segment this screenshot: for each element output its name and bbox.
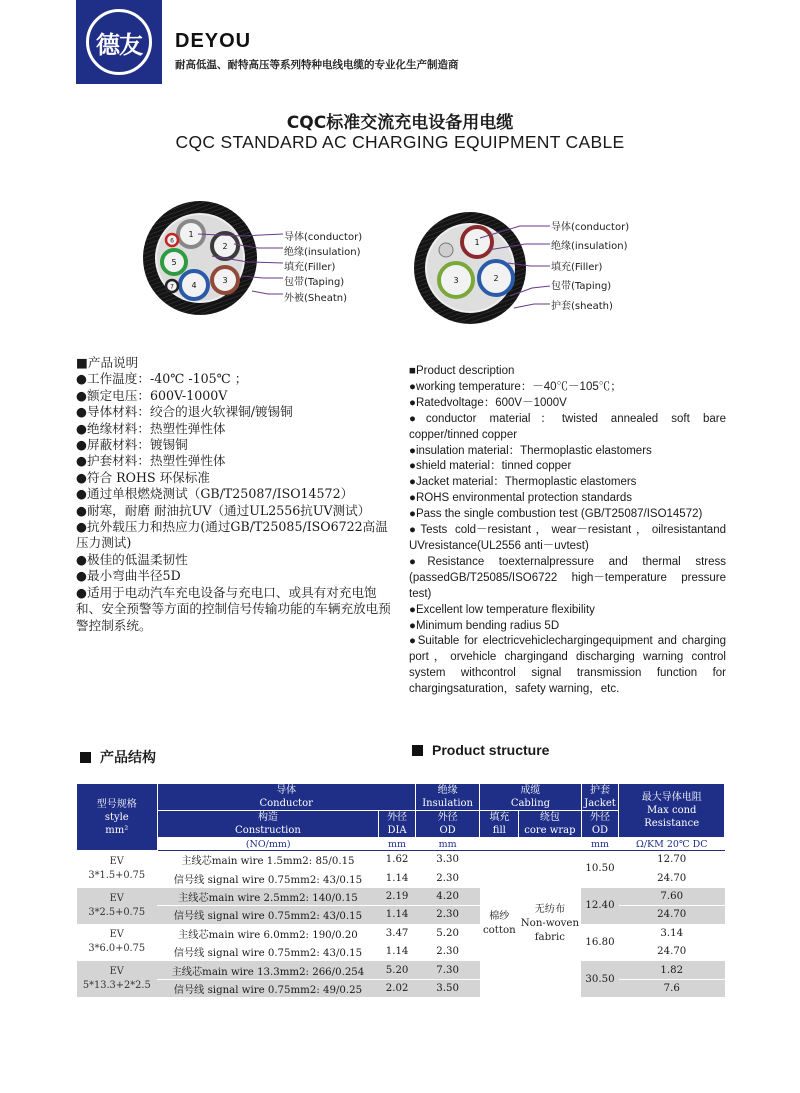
company-slogan: 耐高低温、耐特高压等系列特种电线电缆的专业化生产制造商 (175, 59, 459, 71)
desc-cn-line: ●工作温度：-40℃ -105℃ ； (76, 371, 248, 387)
dia-cell: 1.62 (379, 851, 416, 869)
core-6-left (166, 234, 178, 246)
core-3-left (212, 267, 238, 293)
table-row (77, 851, 725, 869)
header-resistance-cn: 最大导体电阻 (641, 792, 702, 803)
dia-cell: 1.14 (379, 942, 416, 960)
desc-en-line: ●shield material：tinned copper (409, 460, 572, 473)
construction-cell: 主线芯main wire 13.3mm2: 266/0.254 (157, 961, 379, 979)
desc-en-line: ●insulation material：Thermoplastic elastomers (409, 444, 652, 457)
ins-od-cell: 3.30 (415, 851, 480, 869)
label-taping-left: 包带(Taping) (284, 277, 345, 288)
product-description-en (409, 364, 726, 698)
resistance-cell: 1.82 (619, 961, 725, 979)
section-title-cn: 产品结构 (100, 750, 156, 766)
desc-cn-line: ●最小弯曲半径5D (76, 568, 181, 584)
page-title-cn: CQC标准交流充电设备用电缆 (286, 113, 514, 133)
desc-en-line: ■Product description (409, 365, 515, 377)
header-construction (157, 811, 379, 838)
core-5-left (162, 250, 186, 274)
desc-cn-line: ●护套材料：热塑性弹性体 (76, 453, 226, 469)
style-size: 5*13.3+2*2.5 (82, 980, 151, 992)
ins-od-cell: 7.30 (415, 961, 480, 979)
page-title-en: CQC STANDARD AC CHARGING EQUIPMENT CABLE (175, 132, 625, 152)
desc-en-line: ●working temperature：－40℃－105℃； (409, 380, 622, 393)
style-size: 3*6.0+0.75 (88, 943, 146, 955)
header-dia-en: DIA (387, 825, 407, 836)
core-label: 1 (188, 230, 194, 239)
label-conductor-left: 导体(conductor) (284, 232, 363, 243)
fill-cell (480, 851, 519, 998)
label-sheath-right: 护套(sheath) (551, 301, 613, 312)
ins-od-cell: 2.30 (415, 906, 480, 924)
unit-construction: (NO/mm) (157, 838, 379, 851)
style-size: 3*2.5+0.75 (88, 906, 146, 918)
style-cell (77, 961, 158, 998)
desc-en-line: ●ROHS environmental protection standards (409, 492, 632, 505)
desc-en-line: ●Ratedvoltage：600V－1000V (409, 396, 567, 409)
desc-cn-line: ●额定电压：600V-1000V (76, 387, 228, 403)
table-row (77, 906, 725, 924)
core-label: 7 (170, 283, 174, 291)
core-4-left (180, 271, 208, 299)
header-style-unit: mm² (105, 824, 129, 836)
header-insulation (415, 784, 480, 811)
desc-en-line: ●Pass the single combustion test (GB/T25087/ISO14572) (409, 508, 703, 521)
header-wrap-cn: 绕包 (539, 812, 560, 823)
core-label: 3 (453, 276, 459, 285)
wrap-cn: 无纺布 (534, 904, 566, 916)
core-label: 5 (171, 258, 177, 267)
desc-en-line: ●Minimum bending radius 5D (409, 619, 560, 632)
core-label: 4 (191, 281, 197, 290)
header-jacket-od (581, 811, 619, 838)
header-cabling-cn: 成缆 (520, 785, 541, 796)
core-7-left (166, 280, 178, 292)
style-prefix: EV (109, 929, 124, 941)
core-label: 2 (222, 242, 228, 251)
core-1-right (462, 227, 492, 257)
dia-cell: 1.14 (379, 869, 416, 887)
header-conductor (157, 784, 415, 811)
header-resistance-en2: Resistance (644, 818, 700, 829)
core-label: 2 (493, 274, 499, 283)
header-wrap (519, 811, 581, 838)
header-jacket-en: Jacket (584, 798, 616, 809)
core-label: 1 (474, 238, 480, 247)
label-filler-left: 填充(Filler) (284, 262, 336, 273)
header-dia (379, 811, 416, 838)
dia-cell: 3.47 (379, 924, 416, 942)
ins-od-cell: 4.20 (415, 887, 480, 905)
square-bullet-icon (80, 752, 91, 763)
construction-cell: 主线芯main wire 2.5mm2: 140/0.15 (157, 887, 379, 905)
construction-cell: 信号线 signal wire 0.75mm2: 49/0.25 (157, 979, 379, 997)
core-2-right (479, 261, 513, 295)
header-dia-cn: 外径 (387, 812, 408, 823)
construction-cell: 信号线 signal wire 0.75mm2: 43/0.15 (157, 942, 379, 960)
header-insulation-cn: 绝缘 (437, 785, 458, 796)
header-conductor-en: Conductor (259, 798, 313, 809)
desc-en-line: ●Jacket material：Thermoplastic elastomers (409, 476, 637, 489)
desc-cn-line: ■产品说明 (76, 355, 139, 370)
unit-dia: mm (379, 838, 416, 851)
dia-cell: 1.14 (379, 906, 416, 924)
desc-cn-line: ●屏蔽材料：镀锡铜 (76, 437, 188, 453)
desc-en-line: ●Suitable for electricvehiclechargingequipment and charging port，orvehicle chargingand discharging warning control system withcontrol signal transmission function for chargingsaturation，safety warning，etc. (409, 635, 726, 696)
resistance-cell: 24.70 (619, 869, 725, 887)
ins-od-cell: 3.50 (415, 979, 480, 997)
header-construction-cn: 构造 (257, 812, 278, 823)
header-fill-en: fill (492, 825, 506, 836)
cable-cross-section-right (410, 208, 552, 328)
header-style-cn: 型号规格 (96, 798, 137, 810)
style-prefix: EV (109, 966, 124, 978)
header-resistance-en: Max cond (646, 805, 697, 816)
product-description-cn (76, 355, 398, 634)
label-filler-right: 填充(Filler) (551, 262, 603, 273)
jacket-od-cell: 30.50 (581, 961, 619, 998)
ins-od-cell: 2.30 (415, 942, 480, 960)
fill-en: cotton (482, 925, 516, 937)
jacket-od-cell: 12.40 (581, 887, 619, 924)
dia-cell: 2.02 (379, 979, 416, 997)
header-conductor-cn: 导体 (276, 785, 297, 796)
jacket-od-cell: 16.80 (581, 924, 619, 961)
header-fill-cn: 填充 (489, 812, 510, 823)
unit-ins-od: mm (415, 838, 480, 851)
section-heading-en (412, 742, 549, 758)
spec-table (76, 783, 725, 998)
header-fill (480, 811, 519, 838)
header-style-en: style (104, 811, 129, 823)
header-jacket-od-cn: 外径 (589, 812, 610, 823)
dia-cell: 5.20 (379, 961, 416, 979)
unit-wrap-empty (519, 838, 581, 851)
desc-cn-line: ●导体材料：绞合的退火软裸铜/镀锡铜 (76, 404, 293, 420)
desc-cn-line: ●绝缘材料：热塑性弹性体 (76, 420, 226, 436)
square-bullet-icon (412, 745, 423, 756)
desc-en-line: ●Tests cold－resistant，wear－resistant，oilresistantand UVresistance(UL2556 anti－uvtest) (409, 524, 726, 552)
header-ins-od (415, 811, 480, 838)
wrap-cell (519, 851, 581, 998)
table-row (77, 869, 725, 887)
resistance-cell: 24.70 (619, 942, 725, 960)
desc-cn-line: ●耐寒，耐磨 耐油抗UV（通过UL2556抗UV测试） (76, 502, 371, 518)
header-jacket-od-en: OD (591, 825, 609, 836)
style-prefix: EV (109, 892, 124, 904)
core-2-left (212, 233, 238, 259)
desc-cn-line: ●符合 ROHS 环保标准 (76, 469, 210, 485)
ins-od-cell: 5.20 (415, 924, 480, 942)
style-cell (77, 924, 158, 961)
style-size: 3*1.5+0.75 (88, 869, 146, 881)
cable-cross-section-left (138, 196, 286, 320)
style-cell (77, 851, 158, 888)
wrap-en-2: fabric (534, 932, 565, 944)
label-insulation-left: 绝缘(insulation) (284, 247, 361, 258)
desc-en-line: ●conductor material：twisted annealed soft bare copper/tinned copper (409, 412, 726, 441)
header-ins-od-en: OD (439, 825, 456, 836)
section-heading-cn (80, 747, 156, 767)
header-jacket-cn: 护套 (589, 785, 610, 796)
brand-name: DEYOU (175, 30, 252, 52)
label-sheath-left: 外被(Sheatn) (284, 293, 348, 304)
table-row (77, 979, 725, 997)
desc-cn-line: ●适用于电动汽车充电设备与充电口、或具有对充电饱和、安全预警等方面的控制信号传输功能的车辆充放电预警控制系统。 (76, 584, 391, 633)
desc-en-line: ●Excellent low temperature flexibility (409, 603, 595, 616)
resistance-cell: 7.6 (619, 979, 725, 997)
header-resistance (619, 784, 725, 838)
header-wrap-en: core wrap (524, 825, 576, 836)
fill-cn: 棉纱 (489, 911, 510, 923)
header-ins-od-cn: 外径 (437, 812, 458, 823)
logo (76, 0, 162, 84)
construction-cell: 主线芯main wire 6.0mm2: 190/0.20 (157, 924, 379, 942)
core-label: 6 (170, 237, 174, 245)
wrap-en-1: Non-woven (520, 918, 580, 930)
unit-resistance: Ω/KM 20℃ DC (619, 838, 725, 851)
table-row (77, 942, 725, 960)
resistance-cell: 7.60 (619, 887, 725, 905)
header-jacket (581, 784, 619, 811)
header-cabling (480, 784, 581, 811)
desc-en-line: ●Resistance toexternalpressure and thermal stress (passedGB/T25085/ISO6722 high－temperature pressure test) (409, 555, 726, 600)
resistance-cell: 12.70 (619, 851, 725, 869)
construction-cell: 主线芯main wire 1.5mm2: 85/0.15 (157, 851, 379, 869)
core-3-right (439, 263, 473, 297)
style-cell (77, 887, 158, 924)
core-label: 3 (222, 276, 228, 285)
table-row (77, 961, 725, 979)
desc-cn-line: ●通过单根燃烧测试（GB/T25087/ISO14572） (76, 486, 354, 502)
ins-od-cell: 2.30 (415, 869, 480, 887)
style-prefix: EV (109, 855, 124, 867)
construction-cell: 信号线 signal wire 0.75mm2: 43/0.15 (157, 906, 379, 924)
label-taping-right: 包带(Taping) (551, 281, 612, 292)
unit-fill-empty (480, 838, 519, 851)
header-cabling-en: Cabling (510, 798, 551, 809)
jacket-od-cell: 10.50 (581, 851, 619, 888)
label-insulation-right: 绝缘(insulation) (551, 241, 628, 252)
table-row (77, 924, 725, 942)
resistance-cell: 24.70 (619, 906, 725, 924)
construction-cell: 信号线 signal wire 0.75mm2: 43/0.15 (157, 869, 379, 887)
label-conductor-right: 导体(conductor) (551, 222, 630, 233)
desc-cn-line: ●极佳的低温柔韧性 (76, 551, 188, 567)
resistance-cell: 3.14 (619, 924, 725, 942)
desc-cn-line: ●抗外载压力和热应力(通过GB/T25085/ISO6722高温压力测试) (76, 519, 388, 551)
section-title-en: Product structure (432, 742, 550, 758)
table-row (77, 887, 725, 905)
header-style (77, 784, 158, 851)
header-construction-en: Construction (235, 825, 301, 836)
header-insulation-en: Insulation (422, 798, 473, 809)
dia-cell: 2.19 (379, 887, 416, 905)
logo-mark: 德友 (86, 9, 152, 75)
unit-jacket-od: mm (581, 838, 619, 851)
